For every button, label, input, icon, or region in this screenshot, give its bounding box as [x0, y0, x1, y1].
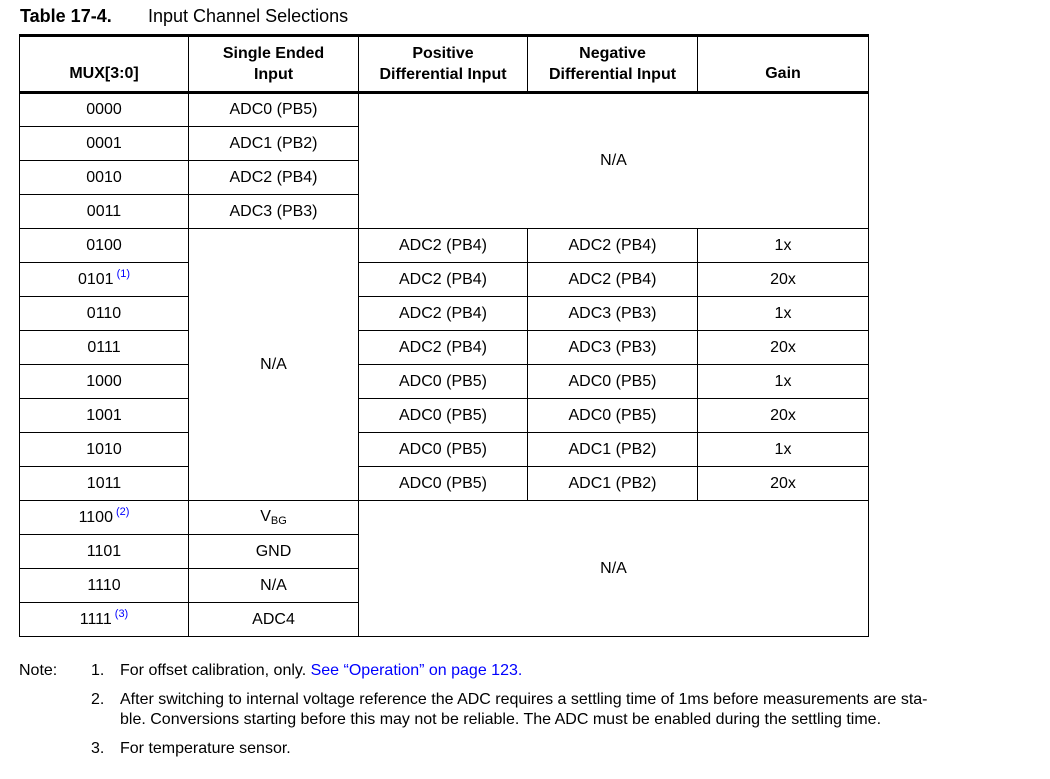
gain-cell: 20x	[698, 331, 869, 365]
single-cell: $V_{BG}$	[189, 501, 359, 535]
mux-cell: 0111	[20, 331, 189, 365]
gain-cell: 1x	[698, 365, 869, 399]
mux-cell: 1100 $^{(2)}$	[20, 501, 189, 535]
positive-cell: ADC2 (PB4)	[359, 263, 528, 297]
negative-cell: ADC3 (PB3)	[528, 331, 698, 365]
table-caption	[20, 6, 349, 27]
negative-cell: ADC1 (PB2)	[528, 433, 698, 467]
positive-cell: ADC0 (PB5)	[359, 433, 528, 467]
single-cell: N/A	[189, 569, 359, 603]
table-row	[20, 331, 869, 365]
negative-cell: ADC0 (PB5)	[528, 399, 698, 433]
single-cell: ADC2 (PB4)	[189, 161, 359, 195]
operation-page-link[interactable]: See “Operation” on page 123.	[310, 662, 523, 679]
gain-cell: 1x	[698, 297, 869, 331]
header-single-ended: Single Ended Input	[189, 36, 359, 93]
table-row	[20, 229, 869, 263]
input-channel-table	[19, 34, 869, 637]
gain-cell: 1x	[698, 433, 869, 467]
mux-cell: 1000	[20, 365, 189, 399]
gain-cell: 20x	[698, 399, 869, 433]
mux-cell: 0110	[20, 297, 189, 331]
positive-cell: ADC2 (PB4)	[359, 297, 528, 331]
positive-cell: ADC2 (PB4)	[359, 331, 528, 365]
mux-cell: 1111 $^{(3)}$	[20, 603, 189, 637]
merged-na-cell: N/A	[189, 229, 359, 501]
footnote-ref-link[interactable]: (3)	[114, 607, 129, 620]
negative-cell: ADC1 (PB2)	[528, 467, 698, 501]
mux-cell: 0000	[20, 93, 189, 127]
table-row	[20, 365, 869, 399]
notes-label: Note:	[19, 662, 58, 679]
positive-cell: ADC0 (PB5)	[359, 399, 528, 433]
mux-cell: 1101	[20, 535, 189, 569]
positive-cell: ADC2 (PB4)	[359, 229, 528, 263]
negative-cell: ADC3 (PB3)	[528, 297, 698, 331]
mux-cell: 0001	[20, 127, 189, 161]
table-row	[20, 467, 869, 501]
table-row	[20, 399, 869, 433]
mux-cell: 0100	[20, 229, 189, 263]
gain-cell: 20x	[698, 263, 869, 297]
header-positive-differential: Positive Differential Input	[359, 36, 528, 93]
header-negative-differential: Negative Differential Input	[528, 36, 698, 93]
table-row	[20, 297, 869, 331]
table-title: Input Channel Selections	[148, 6, 349, 26]
table-row	[20, 501, 869, 535]
footnote-ref-link[interactable]: (1)	[116, 267, 131, 280]
mux-cell: 1001	[20, 399, 189, 433]
table-row	[20, 93, 869, 127]
merged-na-cell: N/A	[359, 93, 869, 229]
table-row	[20, 433, 869, 467]
positive-cell: ADC0 (PB5)	[359, 365, 528, 399]
table-row	[20, 263, 869, 297]
single-cell: GND	[189, 535, 359, 569]
negative-cell: ADC0 (PB5)	[528, 365, 698, 399]
header-mux: MUX[3:0]	[20, 36, 189, 93]
positive-cell: ADC0 (PB5)	[359, 467, 528, 501]
mux-cell: 0011	[20, 195, 189, 229]
mux-cell: 0101 $^{(1)}$	[20, 263, 189, 297]
header-gain: Gain	[698, 36, 869, 93]
negative-cell: ADC2 (PB4)	[528, 263, 698, 297]
mux-cell: 1110	[20, 569, 189, 603]
mux-cell: 0010	[20, 161, 189, 195]
single-cell: ADC1 (PB2)	[189, 127, 359, 161]
single-cell: ADC3 (PB3)	[189, 195, 359, 229]
mux-cell: 1010	[20, 433, 189, 467]
negative-cell: ADC2 (PB4)	[528, 229, 698, 263]
single-cell: ADC4	[189, 603, 359, 637]
footnote-ref-link[interactable]: (2)	[115, 505, 130, 518]
single-cell: ADC0 (PB5)	[189, 93, 359, 127]
header-row	[20, 36, 869, 93]
merged-na-cell: N/A	[359, 501, 869, 637]
table-number: Table 17-4.	[20, 6, 112, 26]
gain-cell: 20x	[698, 467, 869, 501]
mux-cell: 1011	[20, 467, 189, 501]
gain-cell: 1x	[698, 229, 869, 263]
